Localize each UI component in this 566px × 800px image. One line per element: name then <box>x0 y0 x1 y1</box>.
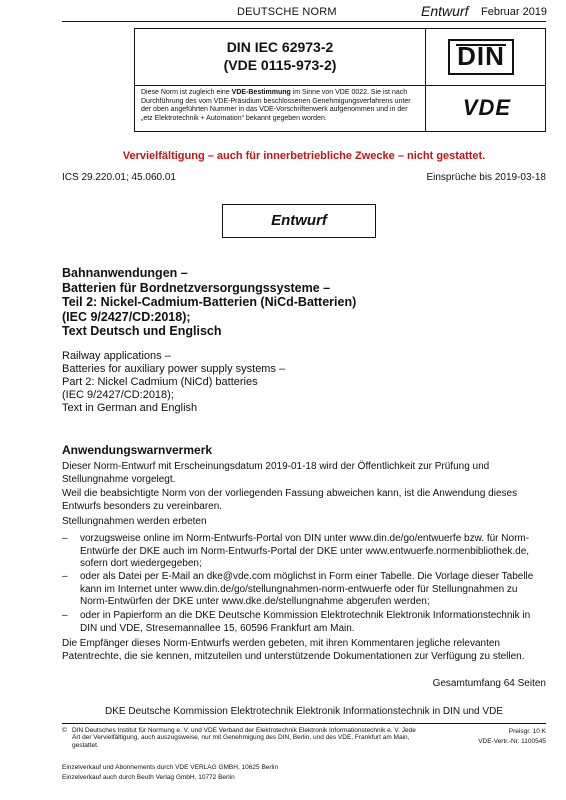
title-en-line: Railway applications – <box>62 350 171 362</box>
title-de-line: (IEC 9/2427/CD:2018); <box>62 309 191 324</box>
title-de-line: Batterien für Bordnetzversorgungssysteme – <box>62 280 331 295</box>
title-german <box>62 266 546 339</box>
section-heading: Anwendungswarnvermerk <box>62 443 213 457</box>
draft-label-box: Entwurf <box>222 204 376 238</box>
vde-logo: VDE <box>462 95 512 120</box>
status-label: Entwurf <box>421 3 469 19</box>
total-pages: Gesamtumfang 64 Seiten <box>432 678 546 689</box>
title-en-line: Batteries for auxiliary power supply systems – <box>62 363 286 375</box>
list-item-text: oder als Datei per E-Mail an dke@vde.com möglichst in Form einer Tabelle. Die Vorlage dieser Tabelle kann im Internet unter www.din.de/go/stellungnahmen-norm-entwuerfe oder für Stellungnahmen zu Norm-Entwürfen der DKE unter www.dke.de/stellungnahme abgerufen werden; <box>80 571 534 608</box>
title-de-line: Bahnanwendungen – <box>62 266 188 280</box>
paragraph: Stellungnahmen werden erbeten <box>62 516 207 527</box>
din-number: DIN IEC 62973-2 <box>226 39 334 55</box>
vde-note-text-rest: im Sinne von VDE 0022. Sie ist nach Durchführung des vom VDE-Präsidium beschlossenen Genehmigungsverfahrens unter der oben angeführten Nummer in das VDE-Vorschriftenwerk aufgenommen und in der „etz Elektrotechnik + Automation“ bekannt gegeben worden. <box>141 89 411 122</box>
dke-publisher-line: DKE Deutsche Kommission Elektrotechnik Elektronik Informationstechnik in DIN und VDE <box>105 706 503 717</box>
box-divider-horizontal <box>135 85 545 86</box>
standard-number <box>135 38 425 74</box>
header-rule <box>62 21 546 22</box>
din-logo: DIN <box>448 39 514 75</box>
ics-codes: ICS 29.220.01; 45.060.01 <box>62 172 176 183</box>
title-de-line: Teil 2: Nickel-Cadmium-Batterien (NiCd-Batterien) <box>62 295 357 309</box>
objection-deadline: Einsprüche bis 2019-03-18 <box>426 172 546 183</box>
norm-label: DEUTSCHE NORM <box>237 6 337 18</box>
distribution-info <box>62 763 278 783</box>
distribution-line: Einzelverkauf und Abonnements durch VDE VERLAG GMBH, 10625 Berlin <box>62 764 279 771</box>
title-de-line: Text Deutsch und Englisch <box>62 324 222 338</box>
paragraph: Die Empfänger dieses Norm-Entwurfs werden gebeten, mit ihren Kommentaren jegliche relevanten Patentrechte, die sie kennen, mitzuteilen und unterstützende Dokumentationen zur Verfügung zu stellen. <box>62 638 525 662</box>
footer-rule <box>62 723 546 724</box>
title-en-line: Text in German and English <box>62 402 198 414</box>
distribution-line: Einzelverkauf auch durch Beuth Verlag GmbH, 10772 Berlin <box>62 774 235 781</box>
price-group: Preisgr. 10 K <box>508 728 546 735</box>
bullet-dash: – <box>62 610 68 621</box>
bullet-dash: – <box>62 571 68 582</box>
vde-order-number: VDE-Vertr.-Nr. 1100545 <box>478 738 546 745</box>
bullet-dash: – <box>62 533 68 544</box>
title-english <box>62 350 546 415</box>
price-info <box>446 727 546 747</box>
paragraph: Weil die beabsichtigte Norm von der vorliegenden Fassung abweichen kann, ist die Anwendung dieses Entwurfs besonders zu vereinbaren. <box>62 488 518 512</box>
vde-regulation-note <box>141 89 419 123</box>
reproduction-warning: Vervielfältigung – auch für innerbetriebliche Zwecke – nicht gestattet. <box>122 150 486 162</box>
copyright-text: DIN Deutsches Institut für Normung e. V. und VDE Verband der Elektrotechnik Elektronik Informationstechnik e. V. Jede Art der Vervielfältigung, auch auszugsweise, nur mit Genehmigung des DIN, Berlin, und des VDE, Frankfurt am Main, gestattet. <box>72 727 416 749</box>
copyright-icon: © <box>62 727 67 734</box>
box-divider-vertical <box>425 29 426 131</box>
list-item-text: vorzugsweise online im Norm-Entwurfs-Portal von DIN unter www.din.de/go/entwuerfe bzw. für Norm-Entwürfe der DKE auch im Norm-Entwurfs-Portal der DKE unter www.entwuerfe.normenbibliothek.de, sofern dort wiedergegeben; <box>80 533 530 570</box>
title-en-line: (IEC 9/2427/CD:2018); <box>62 389 174 401</box>
vde-number: (VDE 0115-973-2) <box>223 57 337 73</box>
title-en-line: Part 2: Nickel Cadmium (NiCd) batteries <box>62 376 258 388</box>
vde-note-text: Diese Norm ist zugleich eine <box>141 89 232 96</box>
vde-note-bold: VDE-Bestimmung <box>231 89 291 96</box>
standard-id-box <box>134 28 546 132</box>
paragraph: Dieser Norm-Entwurf mit Erscheinungsdatum 2019-01-18 wird der Öffentlichkeit zur Prüfung und Stellungnahme vorgelegt. <box>62 461 490 485</box>
list-item-text: oder in Papierform an die DKE Deutsche Kommission Elektrotechnik Elektronik Informationstechnik in DIN und VDE, Stresemannallee 15, 60596 Frankfurt am Main. <box>80 610 531 634</box>
issue-date: Februar 2019 <box>481 6 548 18</box>
